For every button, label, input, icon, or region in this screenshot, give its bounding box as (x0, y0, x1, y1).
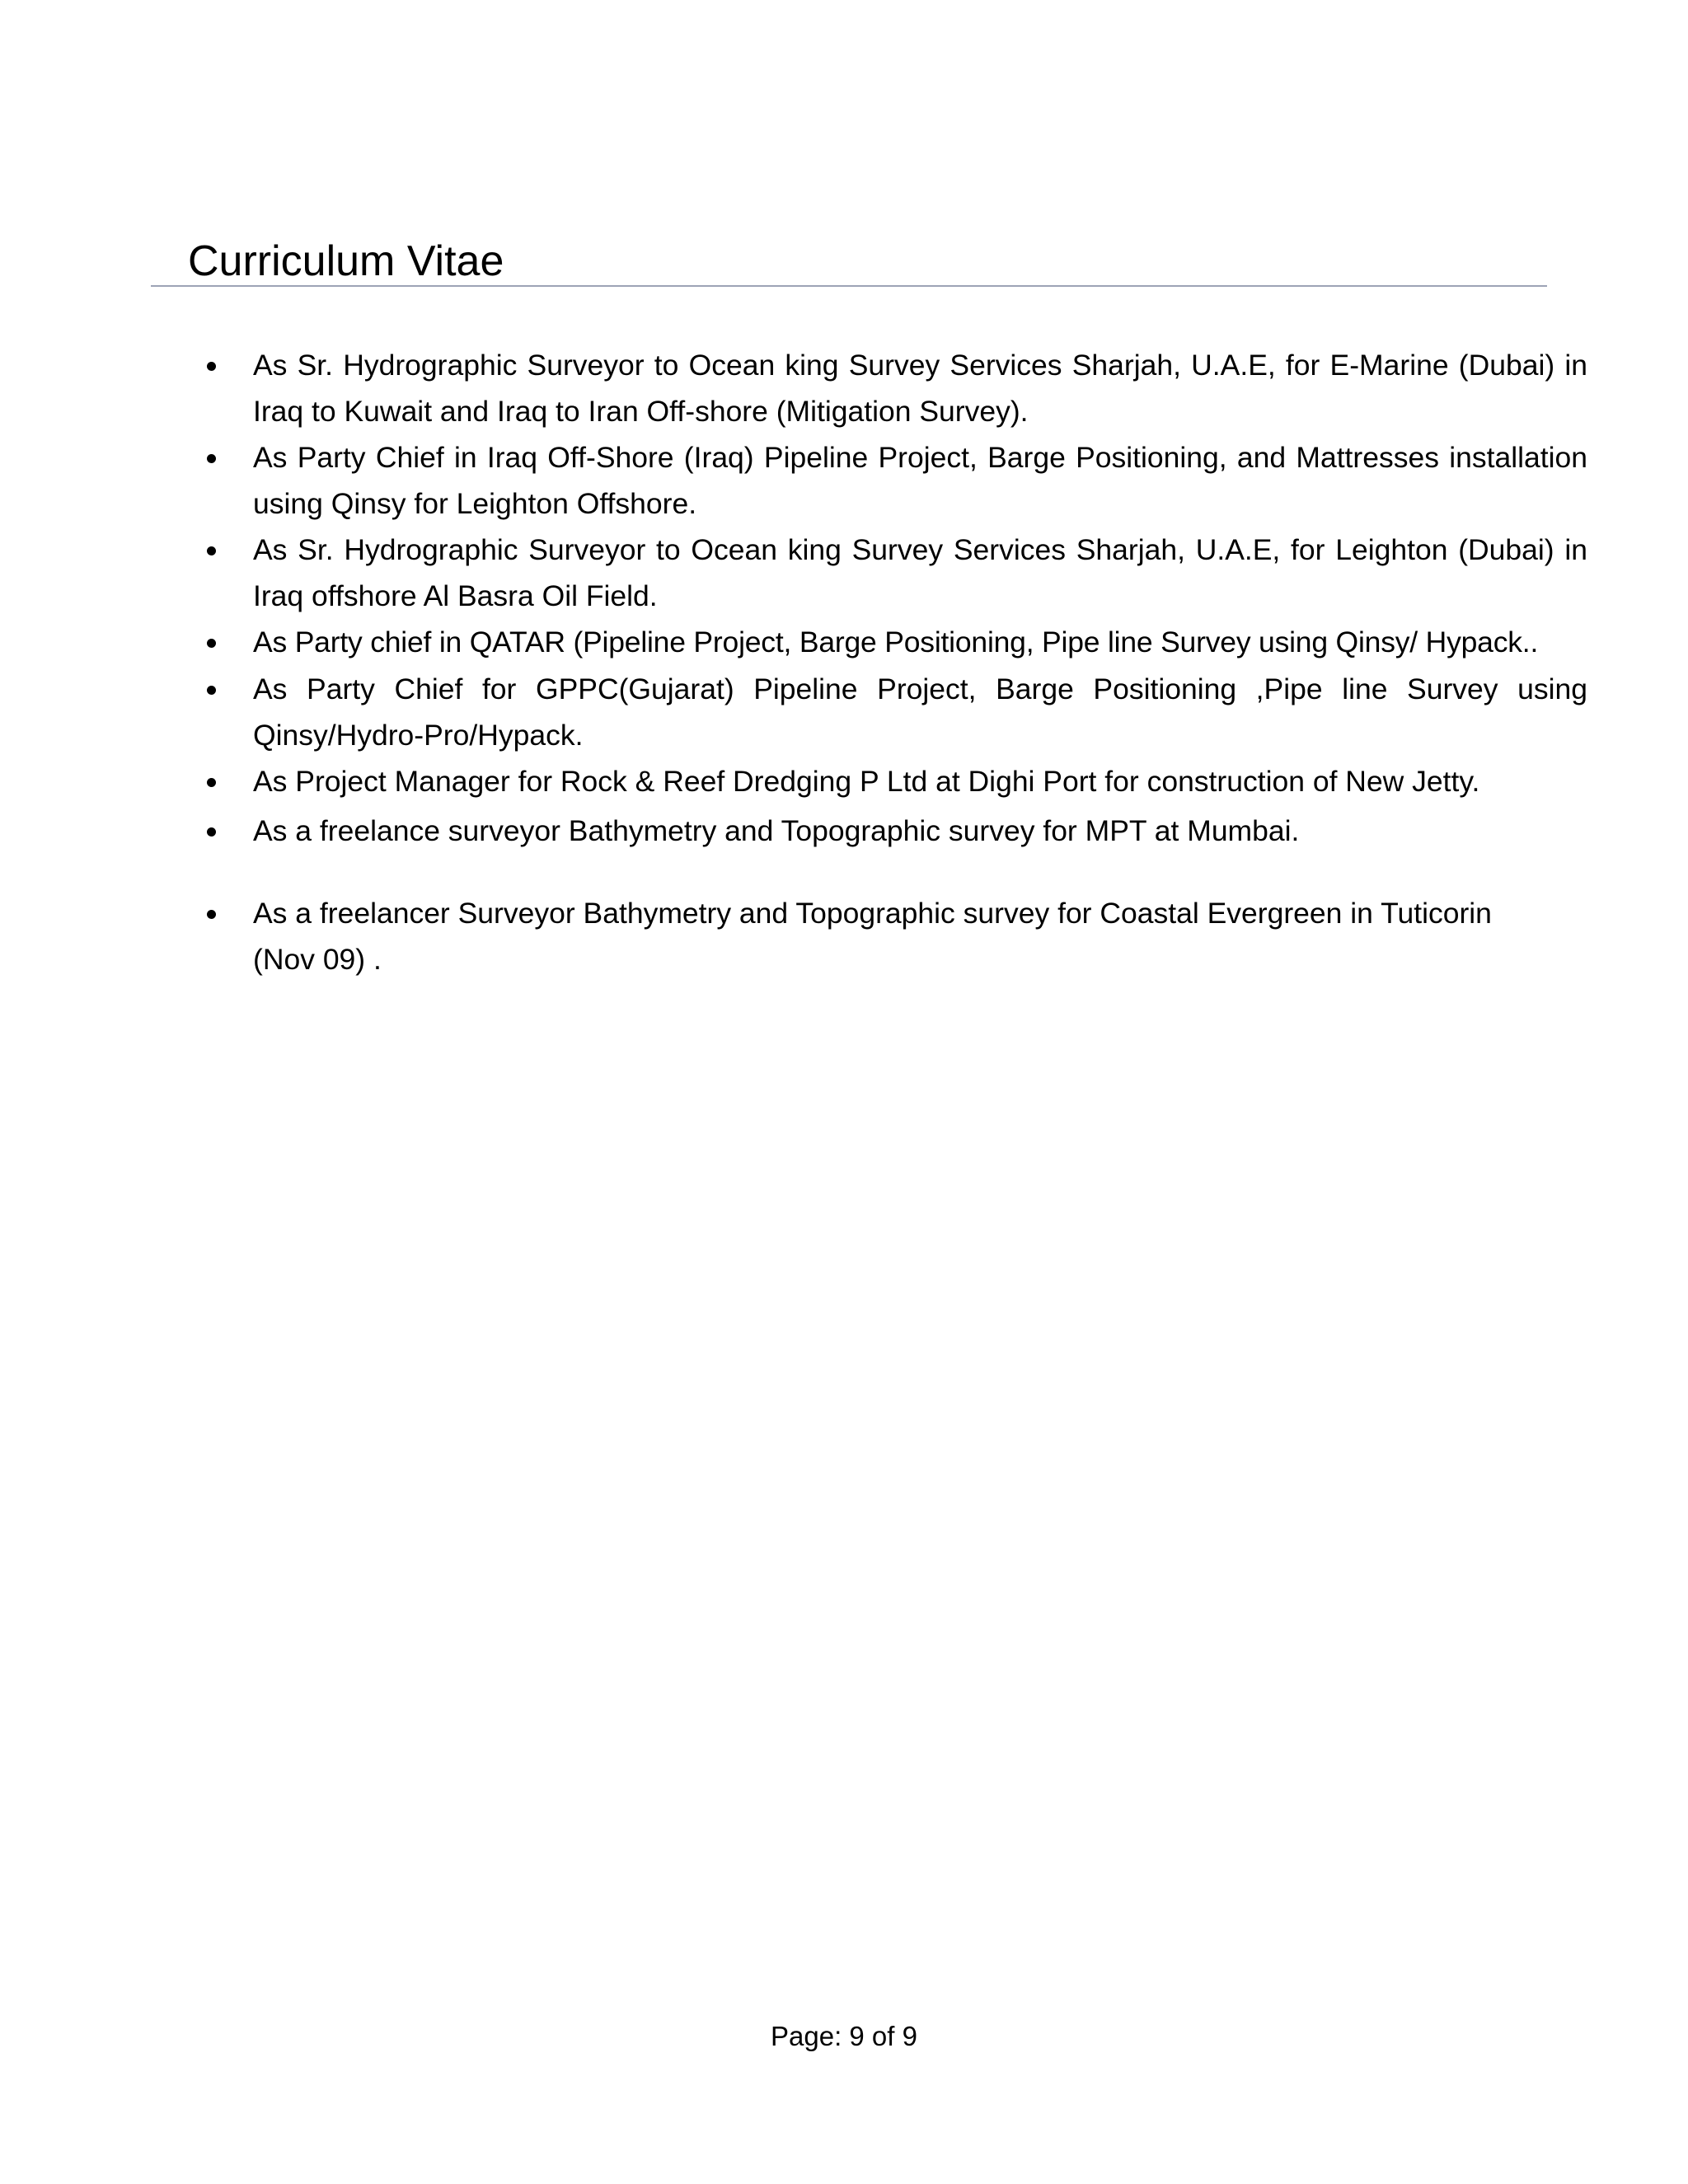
list-item-text: As Project Manager for Rock & Reef Dredging P Ltd at Dighi Port for construction of New Jetty. (253, 765, 1480, 798)
bullet-icon (207, 362, 216, 371)
document-title: Curriculum Vitae (188, 237, 504, 285)
list-item-text: As Party Chief for GPPC(Gujarat) Pipeline Project, Barge Positioning ,Pipe line Survey using Qinsy/Hydro-Pro/Hypack. (253, 673, 1587, 752)
list-item-text: As Party chief in QATAR (Pipeline Project, Barge Positioning, Pipe line Survey using Qinsy/ Hypack.. (253, 626, 1539, 658)
list-item-text: As a freelance surveyor Bathymetry and Topographic survey for MPT at Mumbai. (253, 814, 1300, 847)
list-item-text: As Party Chief in Iraq Off-Shore (Iraq) Pipeline Project, Barge Positioning, and Mattresses installation using Qinsy for Leighton Offshore. (253, 441, 1587, 520)
list-item-text: As Sr. Hydrographic Surveyor to Ocean king Survey Services Sharjah, U.A.E, for Leighton (Dubai) in Iraq offshore Al Basra Oil Field. (253, 533, 1587, 612)
bullet-icon (207, 639, 216, 648)
bullet-icon (207, 686, 216, 695)
page-number: Page: 9 of 9 (771, 2021, 917, 2051)
bullet-icon (207, 454, 216, 463)
list-item-text: As a freelancer Surveyor Bathymetry and Topographic survey for Coastal Evergreen in Tuticorin (Nov 09) . (253, 897, 1492, 976)
list-item-text: As Sr. Hydrographic Surveyor to Ocean king Survey Services Sharjah, U.A.E, for E-Marine (Dubai) in Iraq to Kuwait and Iraq to Iran Off-shore (Mitigation Survey). (253, 349, 1587, 428)
bullet-icon (207, 910, 216, 919)
bullet-icon (207, 546, 216, 555)
bullet-icon (207, 778, 216, 787)
bullet-icon (207, 827, 216, 837)
